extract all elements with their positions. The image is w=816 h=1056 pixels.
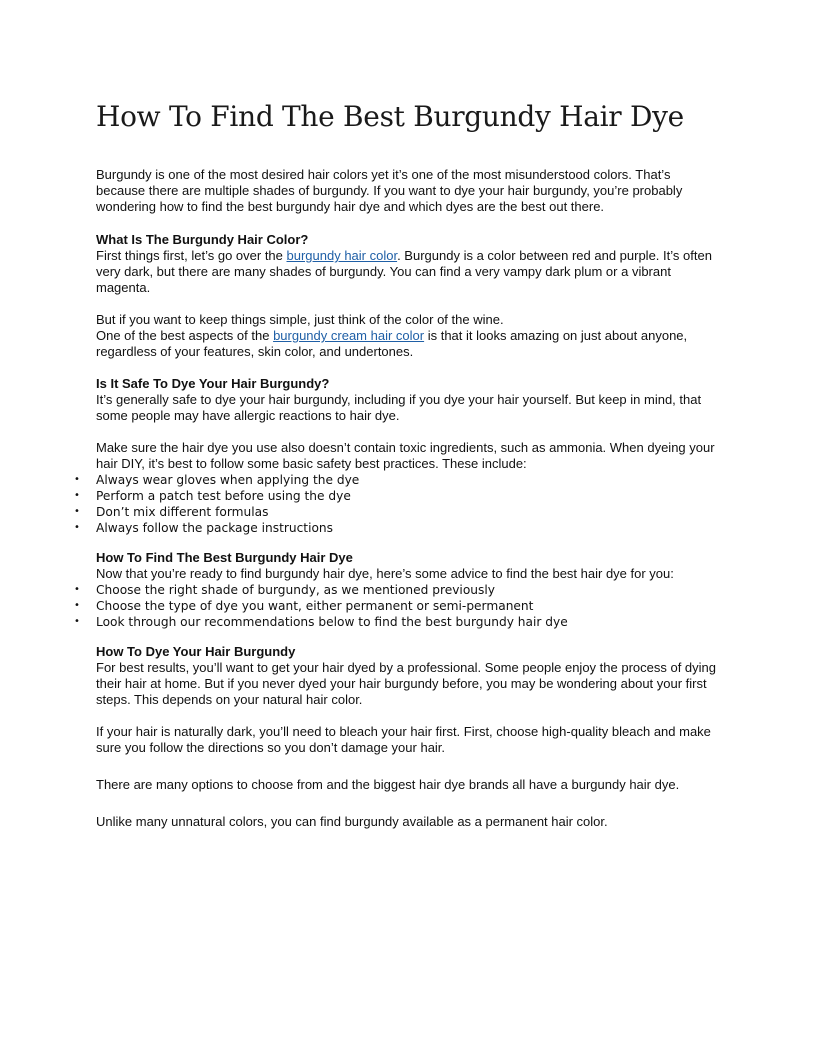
section1-paragraph-3: One of the best aspects of the burgundy cream hair color is that it looks amazing on just about anyone, regardless of your features, skin color, and undertones.: [96, 328, 688, 359]
list-item: • Choose the right shade of burgundy, as we mentioned previously: [74, 583, 495, 597]
list-item: • Choose the type of dye you want, either permanent or semi-permanent: [74, 599, 534, 613]
section4-paragraph-4: Unlike many unnatural colors, you can find burgundy available as a permanent hair color.: [96, 814, 608, 829]
page-title: How To Find The Best Burgundy Hair Dye: [96, 100, 684, 133]
section-heading-how-to-dye: How To Dye Your Hair Burgundy: [96, 644, 296, 659]
section1-paragraph-1: First things first, let’s go over the burgundy hair color. Burgundy is a color between red and purple. It’s often very dark, but there are many shades of burgundy. You can find a very vampy dark plum or a vibrant magenta.: [96, 248, 712, 295]
section-heading-safety: Is It Safe To Dye Your Hair Burgundy?: [96, 376, 330, 391]
section4-paragraph-3: There are many options to choose from and the biggest hair dye brands all have a burgundy hair dye.: [96, 777, 680, 792]
list-item: • Always wear gloves when applying the dye: [74, 473, 360, 487]
safety-bullet-list: [74, 472, 722, 536]
section3-paragraph-1: Now that you’re ready to find burgundy hair dye, here’s some advice to find the best hair dye for you:: [96, 566, 674, 581]
section-heading-burgundy-color: What Is The Burgundy Hair Color?: [96, 232, 309, 247]
bullet-icon: •: [74, 506, 80, 517]
bullet-icon: •: [74, 522, 80, 533]
list-item: • Always follow the package instructions: [74, 521, 333, 535]
burgundy-cream-hair-color-link[interactable]: burgundy cream hair color: [273, 328, 425, 343]
list-item: • Perform a patch test before using the dye: [74, 489, 351, 503]
section2-paragraph-2: Make sure the hair dye you use also doesn’t contain toxic ingredients, such as ammonia. When dyeing your hair DIY, it’s best to follow some basic safety best practices. These include:: [96, 440, 715, 471]
bullet-icon: •: [74, 490, 80, 501]
burgundy-hair-color-link[interactable]: burgundy hair color: [286, 248, 398, 263]
document-page: [74, 100, 722, 830]
list-item: • Look through our recommendations below to find the best burgundy hair dye: [74, 615, 568, 629]
bullet-icon: •: [74, 584, 80, 595]
section4-paragraph-1: For best results, you’ll want to get your hair dyed by a professional. Some people enjoy the process of dying their hair at home. But if you never dyed your hair burgundy before, you may be wondering about your first steps. This depends on your natural hair color.: [96, 660, 717, 707]
intro-paragraph: Burgundy is one of the most desired hair colors yet it’s one of the most misunderstood colors. That’s because there are multiple shades of burgundy. If you want to dye your hair burgundy, you’re probably wondering how to find the best burgundy hair dye and which dyes are the best out there.: [96, 167, 683, 214]
section4-paragraph-2: If your hair is naturally dark, you’ll need to bleach your hair first. First, choose high-quality bleach and make sure you follow the directions so you don’t damage your hair.: [96, 724, 711, 755]
bullet-icon: •: [74, 474, 80, 485]
list-item: • Don’t mix different formulas: [74, 505, 269, 519]
section-heading-find-best: How To Find The Best Burgundy Hair Dye: [96, 550, 353, 565]
bullet-icon: •: [74, 616, 80, 627]
section2-paragraph-1: It’s generally safe to dye your hair burgundy, including if you dye your hair yourself. But keep in mind, that some people may have allergic reactions to hair dye.: [96, 392, 702, 423]
bullet-icon: •: [74, 600, 80, 611]
advice-bullet-list: [74, 582, 722, 630]
section1-paragraph-2: But if you want to keep things simple, just think of the color of the wine.: [96, 312, 504, 327]
